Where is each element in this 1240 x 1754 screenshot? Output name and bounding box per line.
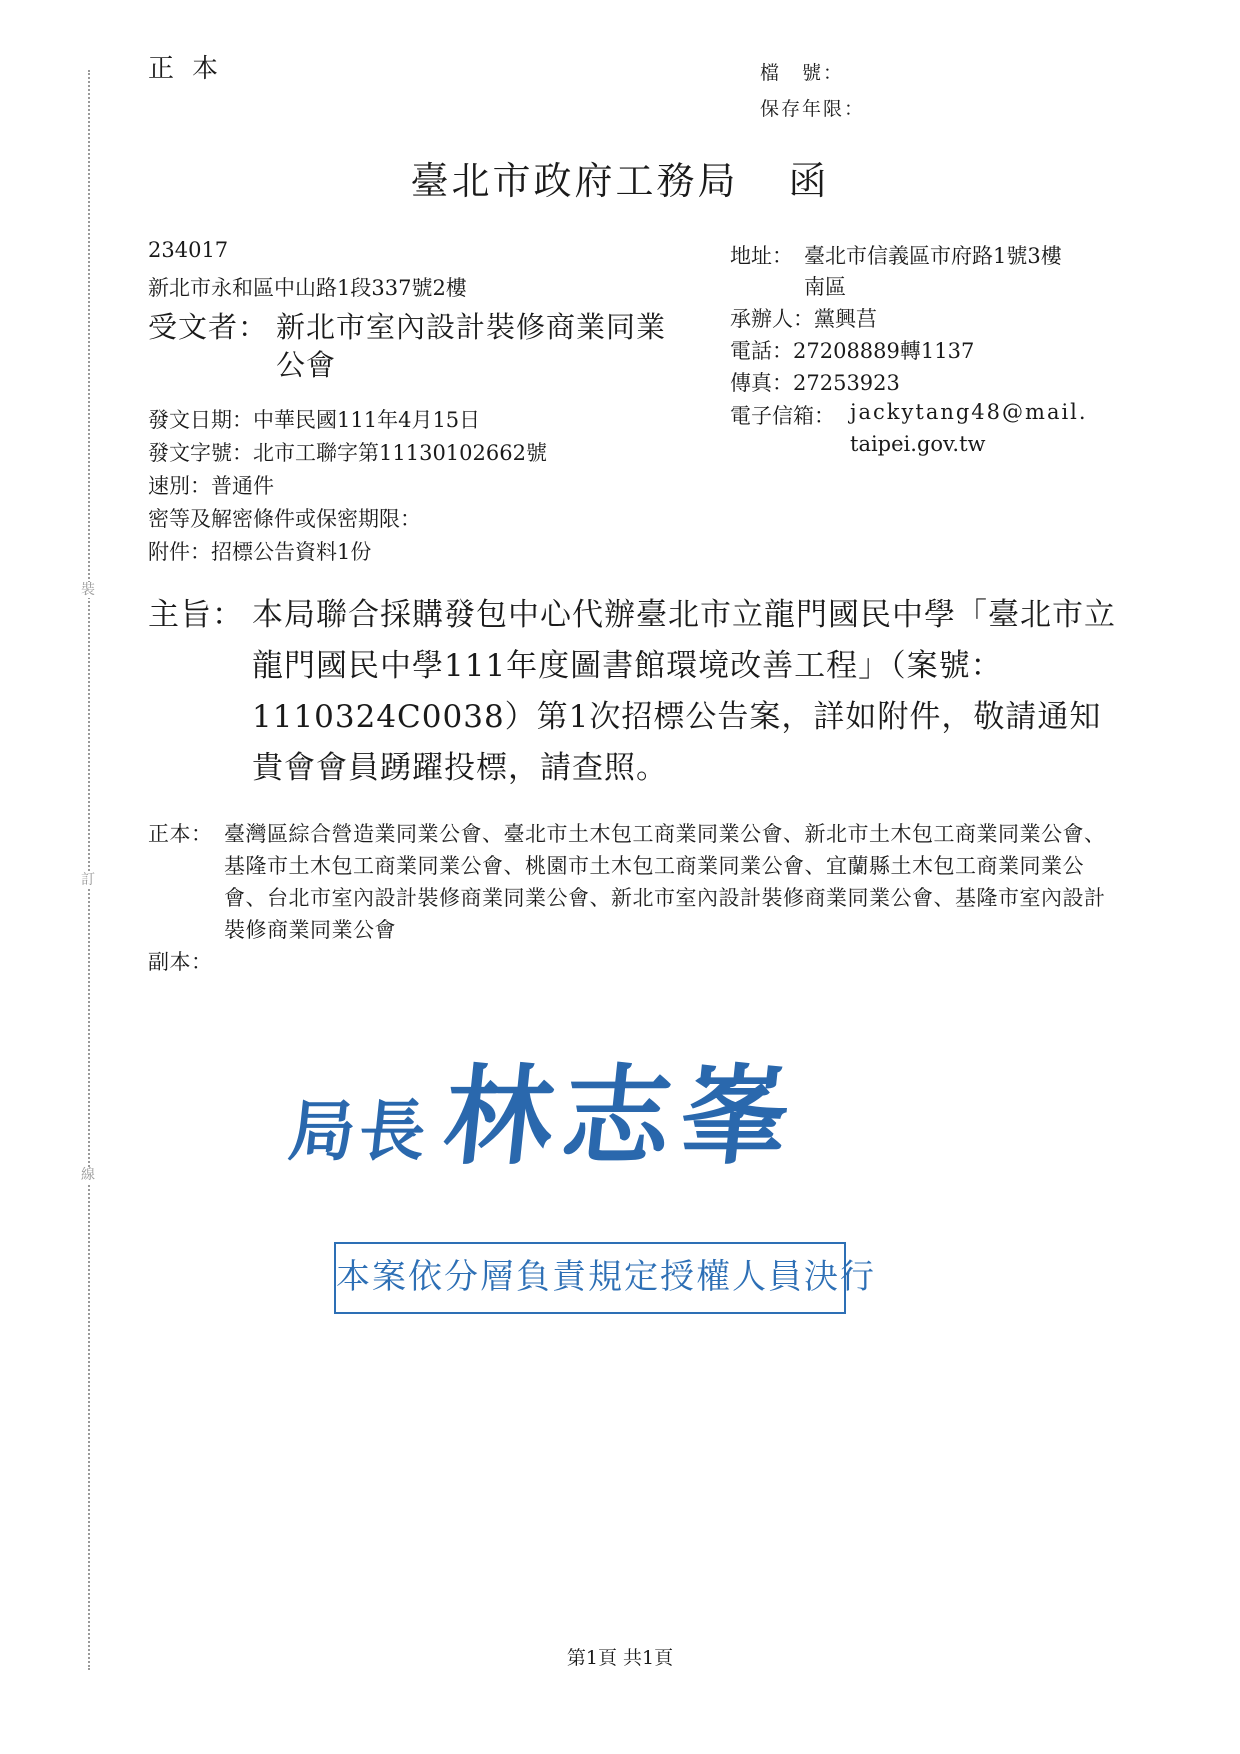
email-label: 電子信箱： [730, 404, 835, 428]
subject-section [148, 590, 1120, 794]
contact-address-line1: 臺北市信義區市府路1號3樓 [804, 244, 1062, 268]
copy-type-label: 正本 [148, 54, 237, 84]
doc-number: 發文字號：北市工聯字第11130102662號 [148, 441, 547, 465]
file-number-label: 檔 號： [760, 62, 845, 84]
cc-label: 副本： [148, 950, 213, 974]
subject-text: 本局聯合採購發包中心代辦臺北市立龍門國民中學「臺北市立龍門國民中學111年度圖書館環境改善工程」（案號：1110324C0038）第1次招標公告案，詳如附件，敬請通知貴會會員踴躍投標，請查照。 [252, 597, 1116, 786]
agency-name: 臺北市政府工務局 [410, 159, 739, 203]
page-number: 第1頁 共1頁 [566, 1647, 674, 1669]
security-level: 密等及解密條件或保密期限： [148, 507, 421, 531]
binding-mark-zhuang: 裝 [81, 582, 95, 598]
binding-line [88, 70, 90, 1670]
fax: 傳真：27253923 [730, 371, 900, 395]
recipient-address: 新北市永和區中山路1段337號2樓 [148, 276, 467, 300]
director-signature [285, 1030, 806, 1185]
contact-address-line2: 南區 [804, 275, 846, 299]
postal-code: 234017 [148, 238, 229, 262]
delivery-speed: 速別：普通件 [148, 474, 274, 498]
binding-mark-xian: 線 [81, 1167, 95, 1183]
signature-name: 林志峯 [438, 1054, 806, 1180]
recipient-label: 受文者： [148, 310, 269, 344]
recipient-name-line2: 公會 [276, 348, 337, 382]
phone: 電話：27208889轉1137 [730, 339, 975, 363]
doc-type: 函 [788, 159, 830, 203]
issue-date: 發文日期：中華民國111年4月15日 [148, 408, 481, 432]
main-distribution-label: 正本： [148, 822, 213, 846]
document-title [0, 150, 1240, 205]
recipient-name-line1: 新北市室內設計裝修商業同業 [276, 310, 667, 344]
delegation-stamp: 本案依分層負責規定授權人員決行 [334, 1242, 846, 1314]
main-distribution [148, 818, 1120, 946]
signature-title: 局長 [285, 1092, 434, 1170]
attachment: 附件：招標公告資料1份 [148, 540, 372, 564]
retention-label: 保存年限： [760, 98, 866, 120]
main-distribution-list: 臺灣區綜合營造業同業公會、臺北市土木包工商業同業公會、新北市土木包工商業同業公會、基隆市土木包工商業同業公會、桃園市土木包工商業同業公會、宜蘭縣土木包工商業同業公會、台北市室內設計裝修商業同業公會、新北市室內設計裝修商業同業公會、基隆市室內設計裝修商業同業公會 [224, 822, 1106, 942]
subject-label: 主旨： [148, 597, 244, 633]
email-line2: taipei.gov.tw [850, 432, 986, 456]
contact-address-label: 地址： [730, 244, 793, 268]
email-line1: jackytang48@mail. [850, 400, 1088, 424]
binding-mark-ding: 訂 [81, 872, 95, 888]
handler: 承辦人：黨興莒 [730, 307, 877, 331]
